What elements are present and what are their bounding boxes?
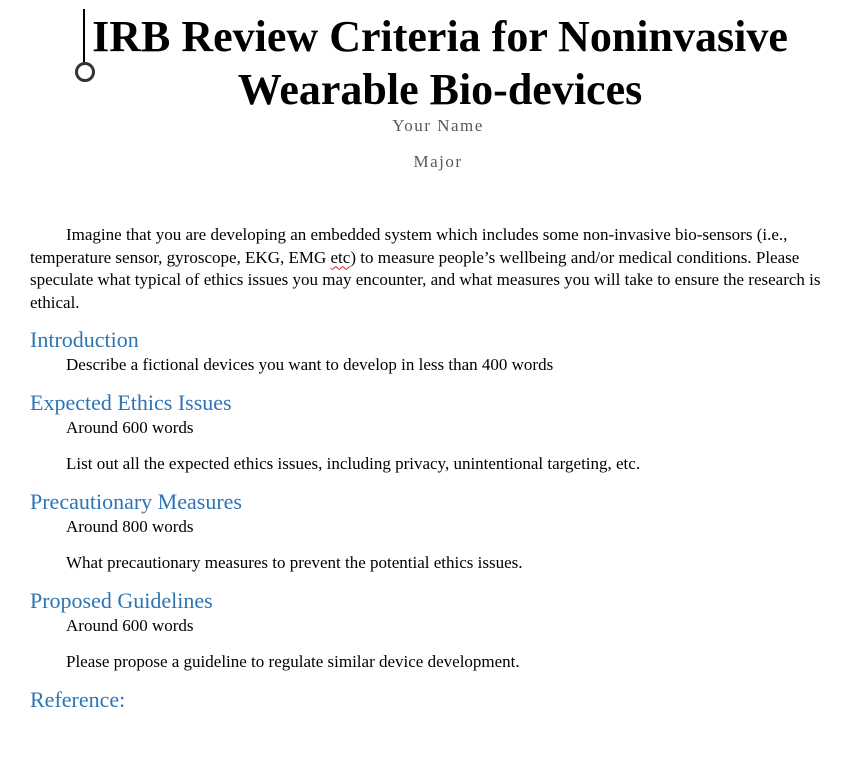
guidelines-word-count[interactable]: Around 600 words: [66, 616, 194, 635]
spellcheck-marked-word[interactable]: etc: [330, 247, 351, 267]
heading-introduction[interactable]: Introduction: [30, 327, 139, 352]
ethics-instruction[interactable]: List out all the expected ethics issues, including privacy, unintentional targeting, etc.: [66, 454, 641, 473]
author-name[interactable]: Your Name: [392, 116, 484, 135]
precaution-word-count[interactable]: Around 800 words: [66, 517, 194, 536]
introduction-instruction[interactable]: Describe a fictional devices you want to develop in less than 400 words: [66, 355, 554, 374]
title-line-2: Wearable Bio-devices: [237, 65, 643, 114]
heading-reference[interactable]: Reference:: [30, 687, 126, 712]
heading-precautionary-measures[interactable]: Precautionary Measures: [30, 489, 242, 514]
document-title[interactable]: [30, 10, 850, 116]
intro-text-before: Imagine that you are developing an embedded system which includes some non-invasive bio-sensors (i.e., temperature sensor, gyroscope, EKG, EMG: [30, 225, 788, 267]
heading-expected-ethics-issues[interactable]: Expected Ethics Issues: [30, 390, 232, 415]
major-field[interactable]: Major: [413, 152, 463, 171]
title-line-1: IRB Review Criteria for Noninvasive: [92, 12, 788, 61]
ethics-word-count[interactable]: Around 600 words: [66, 418, 194, 437]
guidelines-instruction[interactable]: Please propose a guideline to regulate similar device development.: [66, 652, 520, 671]
intro-text-after: ) to measure people’s wellbeing and/or medical conditions. Please speculate what typical of ethics issues you may encounter, and what measures you will take to ensure the research is ethical.: [30, 247, 821, 312]
precaution-instruction[interactable]: What precautionary measures to prevent the potential ethics issues.: [66, 553, 523, 572]
intro-paragraph[interactable]: [30, 224, 830, 314]
heading-proposed-guidelines[interactable]: Proposed Guidelines: [30, 588, 213, 613]
